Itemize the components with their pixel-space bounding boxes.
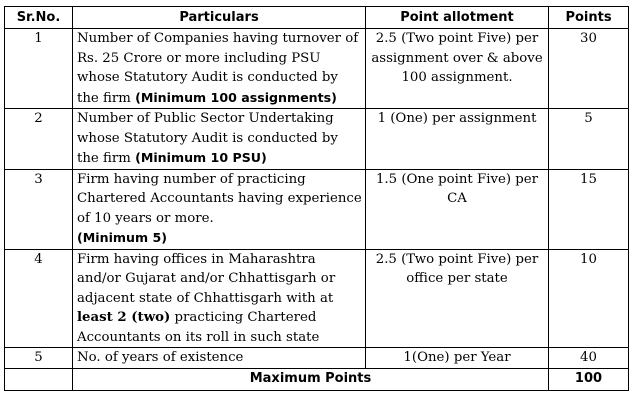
particulars-text: Firm having number of practicing Chartered Accountants having experience of 10 years or more.: [77, 171, 362, 226]
table-row: [5, 249, 629, 348]
table-row: [5, 169, 629, 249]
row-sr-no: 4: [5, 249, 73, 348]
particulars-minimum: (Minimum 5): [77, 230, 168, 245]
row-points: 5: [549, 109, 629, 170]
table-row: [5, 29, 629, 109]
row-point-allotment: 1.5 (One point Five) per CA: [366, 169, 549, 249]
row-sr-no: 5: [5, 348, 73, 369]
header-point-allotment: Point allotment: [366, 7, 549, 29]
table-row: [5, 348, 629, 369]
row-points: 30: [549, 29, 629, 109]
row-particulars: [73, 29, 366, 109]
row-sr-no: 3: [5, 169, 73, 249]
particulars-emphasis: least 2 (two): [77, 310, 171, 325]
row-points: 10: [549, 249, 629, 348]
total-value: 100: [549, 368, 629, 390]
row-points: 40: [549, 348, 629, 369]
particulars-text-before: Firm having offices in Maharashtra and/or Gujarat and/or Chhattisgarh or adjacent state of Chhattisgarh with at: [77, 251, 336, 306]
particulars-text: Number of Companies having turnover of Rs. 25 Crore or more including PSU whose Statutory Audit is conducted by the firm: [77, 31, 359, 106]
header-sr-no: Sr.No.: [5, 7, 73, 29]
particulars-text-after: practicing Chartered Accountants on its roll in such state: [77, 310, 320, 345]
table-row: [5, 109, 629, 170]
row-particulars: [73, 169, 366, 249]
total-label: Maximum Points: [73, 368, 549, 390]
points-table: [4, 6, 629, 391]
particulars-minimum: (Minimum 100 assignments): [135, 89, 337, 105]
total-empty-cell: [5, 368, 73, 390]
row-point-allotment: 1(One) per Year: [366, 348, 549, 369]
header-particulars: Particulars: [73, 7, 366, 29]
total-row: [5, 368, 629, 390]
row-points: 15: [549, 169, 629, 249]
row-particulars: [73, 249, 366, 348]
row-point-allotment: 1 (One) per assignment: [366, 109, 549, 170]
row-particulars: No. of years of existence: [73, 348, 366, 369]
row-point-allotment: 2.5 (Two point Five) per assignment over & above 100 assignment.: [366, 29, 549, 109]
header-row: [5, 7, 629, 29]
particulars-text: Number of Public Sector Undertaking whose Statutory Audit is conducted by the firm: [77, 111, 338, 166]
row-particulars: [73, 109, 366, 170]
row-point-allotment: 2.5 (Two point Five) per office per state: [366, 249, 549, 348]
particulars-minimum: (Minimum 10 PSU): [135, 150, 267, 165]
row-sr-no: 1: [5, 29, 73, 109]
row-sr-no: 2: [5, 109, 73, 170]
header-points: Points: [549, 7, 629, 29]
